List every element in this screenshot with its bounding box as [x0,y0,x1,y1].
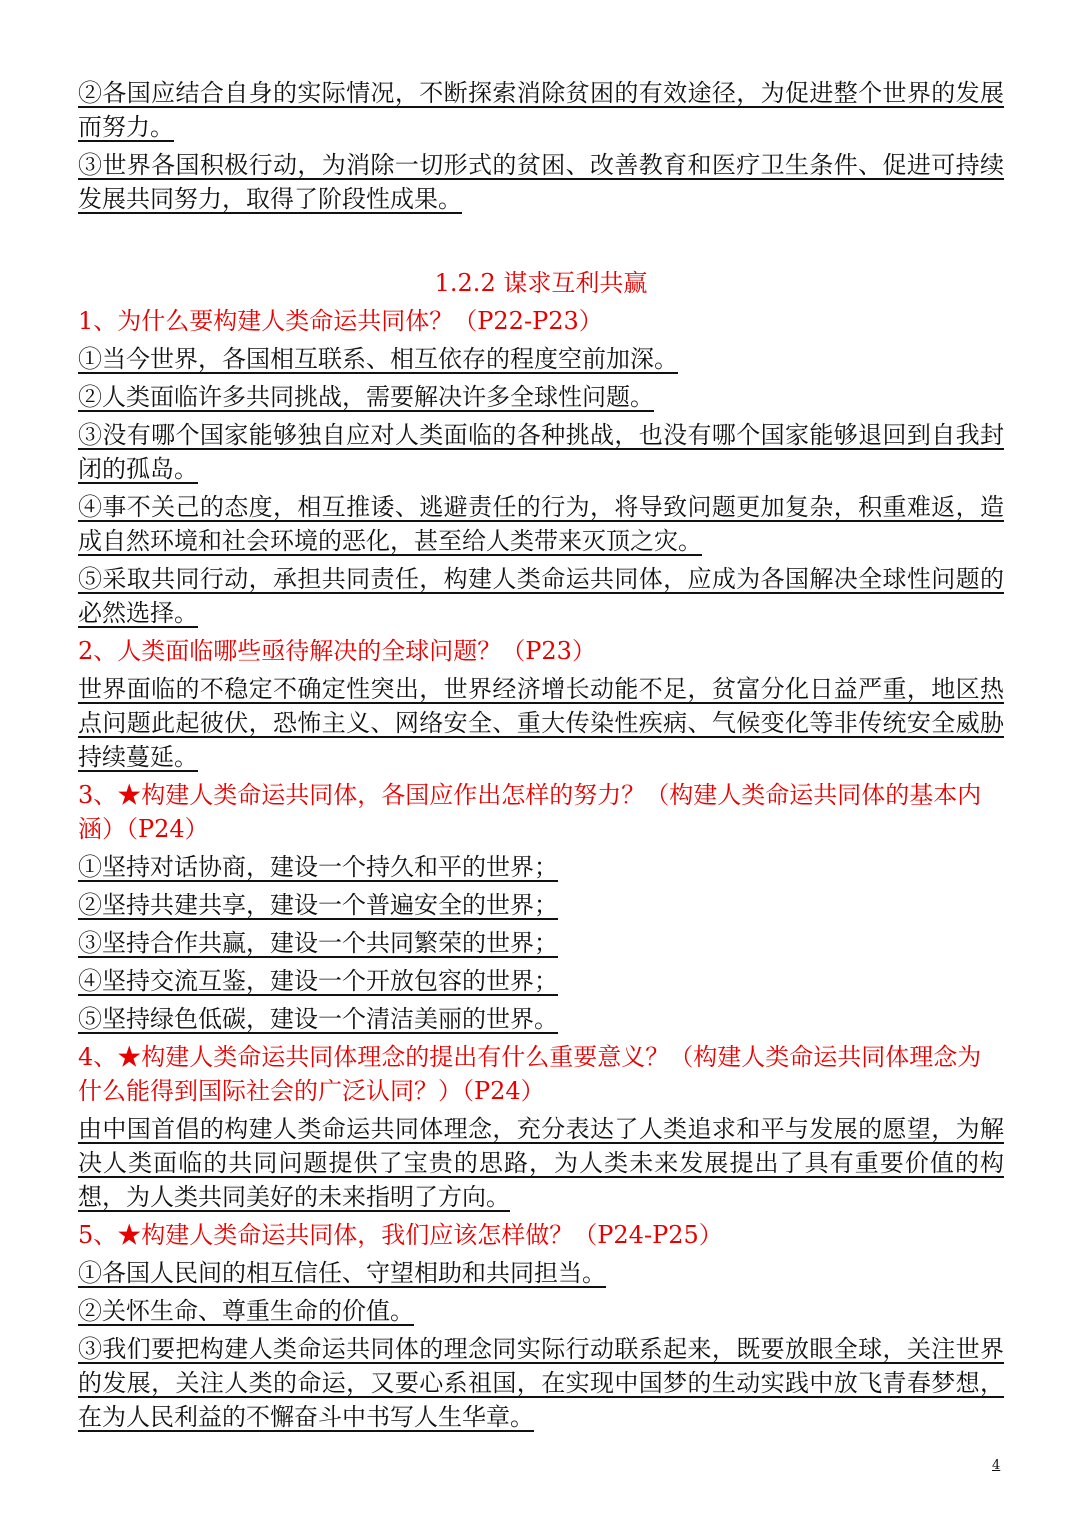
paragraph: ③世界各国积极行动，为消除一切形式的贫困、改善教育和医疗卫生条件、促进可持续发展共同努力，取得了阶段性成果。 [78,151,1004,213]
question-heading: 3、★构建人类命运共同体，各国应作出怎样的努力？（构建人类命运共同体的基本内涵）（P24） [78,781,982,843]
answer-item: ①坚持对话协商，建设一个持久和平的世界； [78,853,558,881]
question-heading: 2、人类面临哪些亟待解决的全球问题？（P23） [78,637,596,665]
answer-item: ④事不关己的态度，相互推诿、逃避责任的行为，将导致问题更加复杂，积重难返，造成自然环境和社会环境的恶化，甚至给人类带来灭顶之灾。 [78,493,1004,555]
section-title: 1.2.2 谋求互利共赢 [434,269,648,297]
answer-item: ②关怀生命、尊重生命的价值。 [78,1297,414,1325]
answer-item: 世界面临的不稳定不确定性突出，世界经济增长动能不足，贫富分化日益严重，地区热点问题此起彼伏，恐怖主义、网络安全、重大传染性疾病、气候变化等非传统安全威胁持续蔓延。 [78,675,1004,771]
answer-item: ③我们要把构建人类命运共同体的理念同实际行动联系起来，既要放眼全球，关注世界的发展，关注人类的命运，又要心系祖国，在实现中国梦的生动实践中放飞青春梦想，在为人民利益的不懈奋斗中书写人生华章。 [78,1335,1004,1431]
page-number: 4 [992,1458,1001,1473]
question-heading: 1、为什么要构建人类命运共同体？（P22-P23） [78,307,603,335]
answer-item: ②坚持共建共享，建设一个普遍安全的世界； [78,891,558,919]
answer-item: ③没有哪个国家能够独自应对人类面临的各种挑战，也没有哪个国家能够退回到自我封闭的孤岛。 [78,421,1004,483]
answer-item: ①当今世界，各国相互联系、相互依存的程度空前加深。 [78,345,678,373]
answer-item: ②人类面临许多共同挑战，需要解决许多全球性问题。 [78,383,654,411]
answer-item: ⑤坚持绿色低碳，建设一个清洁美丽的世界。 [78,1005,558,1033]
question-heading: 4、★构建人类命运共同体理念的提出有什么重要意义？（构建人类命运共同体理念为什么能得到国际社会的广泛认同？）（P24） [78,1043,982,1105]
answer-item: 由中国首倡的构建人类命运共同体理念，充分表达了人类追求和平与发展的愿望，为解决人类面临的共同问题提供了宝贵的思路，为人类未来发展提出了具有重要价值的构想，为人类共同美好的未来指明了方向。 [78,1115,1004,1211]
question-heading: 5、★构建人类命运共同体，我们应该怎样做？（P24-P25） [78,1221,723,1249]
answer-item: ⑤采取共同行动，承担共同责任，构建人类命运共同体，应成为各国解决全球性问题的必然选择。 [78,565,1004,627]
answer-item: ③坚持合作共赢，建设一个共同繁荣的世界； [78,929,558,957]
paragraph: ②各国应结合自身的实际情况，不断探索消除贫困的有效途径，为促进整个世界的发展而努力。 [78,79,1004,141]
answer-item: ①各国人民间的相互信任、守望相助和共同担当。 [78,1259,606,1287]
answer-item: ④坚持交流互鉴，建设一个开放包容的世界； [78,967,558,995]
page-content [78,76,1004,1438]
